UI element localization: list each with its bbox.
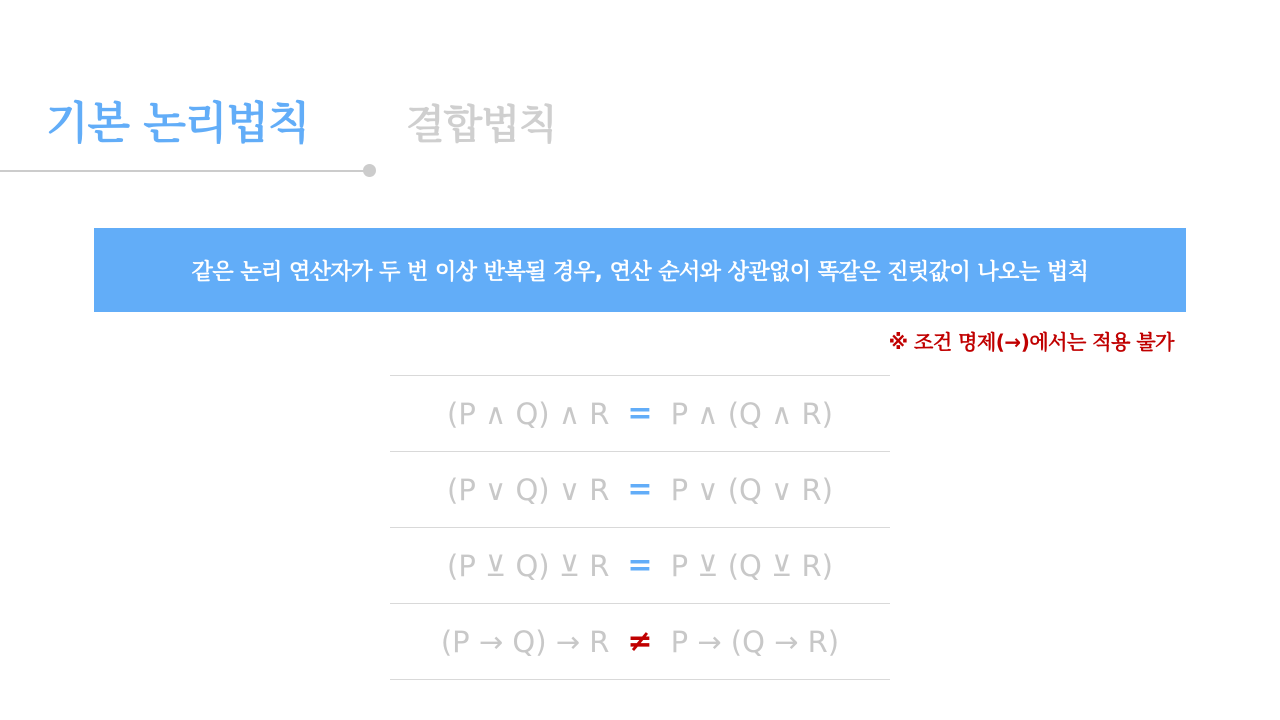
- law-left-expression: (P ⊻ Q) ⊻ R: [447, 548, 610, 583]
- law-right-expression: P → (Q → R): [670, 624, 840, 659]
- equals-sign: =: [627, 548, 653, 583]
- law-left-expression: (P ∨ Q) ∨ R: [447, 472, 610, 507]
- section-subtitle: 결합법칙: [406, 102, 557, 148]
- not-equal-sign: ≠: [627, 624, 653, 659]
- law-row-or: [390, 451, 890, 527]
- law-left-expression: (P ∧ Q) ∧ R: [447, 396, 610, 431]
- law-right-expression: P ⊻ (Q ⊻ R): [670, 548, 833, 583]
- equals-sign: =: [627, 396, 653, 431]
- law-row-implication: [390, 603, 890, 680]
- title-divider: [0, 170, 368, 172]
- law-left-expression: (P → Q) → R: [440, 624, 610, 659]
- title-divider-dot: [363, 164, 376, 177]
- law-table: [390, 375, 890, 680]
- definition-text: 같은 논리 연산자가 두 번 이상 반복될 경우, 연산 순서와 상관없이 똑같은 진릿값이 나오는 법칙: [191, 259, 1089, 285]
- law-right-expression: P ∧ (Q ∧ R): [670, 396, 833, 431]
- definition-box: [94, 228, 1186, 312]
- law-row-and: [390, 375, 890, 451]
- equals-sign: =: [627, 472, 653, 507]
- law-row-xor: [390, 527, 890, 603]
- page-title: 기본 논리법칙: [46, 98, 310, 149]
- law-right-expression: P ∨ (Q ∨ R): [670, 472, 833, 507]
- warning-note: ※ 조건 명제(→)에서는 적용 불가: [888, 330, 1174, 354]
